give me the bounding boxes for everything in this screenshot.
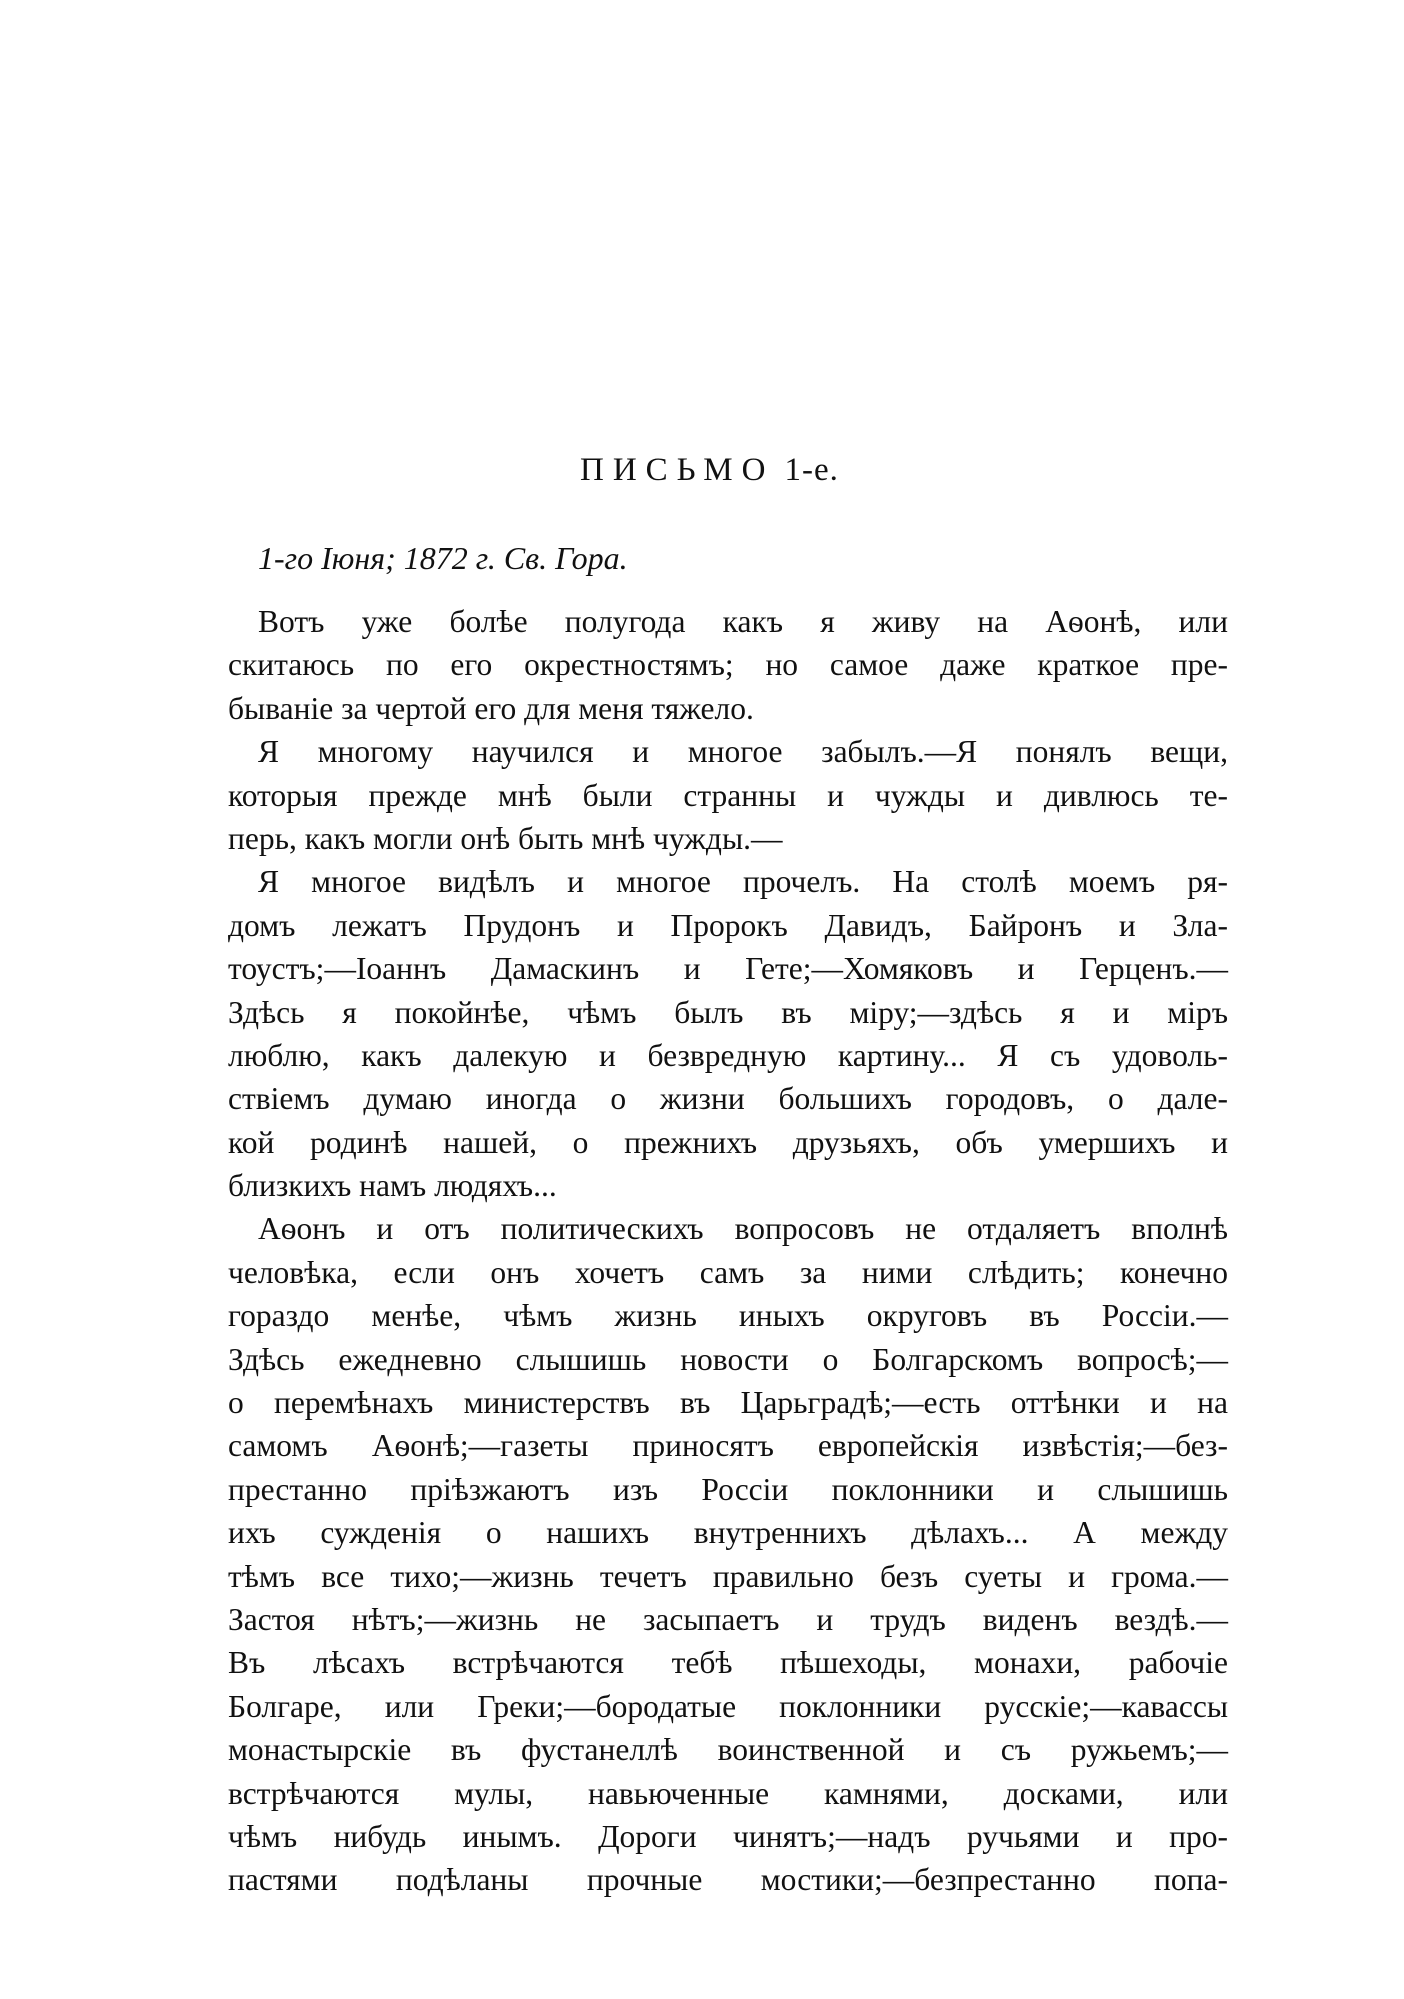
text-line: кой родинѣ нашей, о прежнихъ друзьяхъ, объ умершихъ и <box>228 1124 1228 1160</box>
text-line: Я многое видѣлъ и многое прочелъ. На столѣ моемъ ря- <box>258 864 1228 900</box>
letter-heading <box>580 452 839 489</box>
text-line: Аѳонъ и отъ политическихъ вопросовъ не отдаляетъ вполнѣ <box>258 1211 1228 1247</box>
text-line: Здѣсь ежедневно слышишь новости о Болгарскомъ вопросѣ;— <box>228 1341 1228 1377</box>
text-line: встрѣчаются мулы, навьюченные камнями, досками, или <box>228 1775 1228 1811</box>
text-line: домъ лежатъ Прудонъ и Пророкъ Давидъ, Байронъ и Зла- <box>228 907 1228 943</box>
text-line: скитаюсь по его окрестностямъ; но самое даже краткое пре- <box>228 647 1228 683</box>
text-line: о перемѣнахъ министерствъ въ Царьградѣ;—есть оттѣнки и на <box>228 1385 1228 1421</box>
text-line: ствіемъ думаю иногда о жизни большихъ городовъ, о дале- <box>228 1081 1228 1117</box>
text-line: Здѣсь я покойнѣе, чѣмъ былъ въ міру;—здѣсь я и міръ <box>228 994 1228 1030</box>
text-line: пастями подѣланы прочные мостики;—безпрестанно попа- <box>228 1862 1228 1898</box>
text-line: гораздо менѣе, чѣмъ жизнь иныхъ округовъ въ Россіи.— <box>228 1298 1228 1334</box>
letter-title: ПИСЬМО <box>580 452 775 488</box>
letter-number: 1-е. <box>784 452 839 488</box>
text-line: человѣка, если онъ хочетъ самъ за ними слѣдить; конечно <box>228 1254 1228 1290</box>
text-line: Я многому научился и многое забылъ.—Я понялъ вещи, <box>258 734 1228 770</box>
text-line: близкихъ намъ людяхъ... <box>228 1168 557 1204</box>
text-line: Болгаре, или Греки;—бородатые поклонники русскіе;—кавассы <box>228 1688 1228 1724</box>
text-line: престанно пріѣзжаютъ изъ Россіи поклонники и слышишь <box>228 1471 1228 1507</box>
text-line: монастырскіе въ фустанеллѣ воинственной и съ ружьемъ;— <box>228 1732 1228 1768</box>
text-line: тоустъ;—Іоаннъ Дамаскинъ и Гете;—Хомяковъ и Герценъ.— <box>228 951 1228 987</box>
text-line: Застоя нѣтъ;—жизнь не засыпаетъ и трудъ виденъ вездѣ.— <box>228 1601 1228 1637</box>
text-line: тѣмъ все тихо;—жизнь течетъ правильно безъ суеты и грома.— <box>228 1558 1228 1594</box>
text-line: Въ лѣсахъ встрѣчаются тебѣ пѣшеходы, монахи, рабочіе <box>228 1645 1228 1681</box>
text-line: бываніе за чертой его для меня тяжело. <box>228 690 754 726</box>
letter-body <box>228 600 1228 1902</box>
text-line: Вотъ уже болѣе полугода какъ я живу на Аѳонѣ, или <box>258 604 1228 639</box>
dateline: 1-го Іюня; 1872 г. Св. Гора. <box>258 540 628 576</box>
text-line: люблю, какъ далекую и безвредную картину... Я съ удоволь- <box>228 1037 1228 1073</box>
text-line: чѣмъ нибудь инымъ. Дороги чинятъ;—надъ ручьями и про- <box>228 1818 1228 1854</box>
text-line: ихъ сужденія о нашихъ внутреннихъ дѣлахъ... А между <box>228 1515 1228 1551</box>
text-line: перь, какъ могли онѣ быть мнѣ чужды.— <box>228 820 783 856</box>
text-line: самомъ Аѳонѣ;—газеты приносятъ европейскія извѣстія;—без- <box>228 1428 1228 1464</box>
text-line: которыя прежде мнѣ были странны и чужды и дивлюсь те- <box>228 777 1228 813</box>
